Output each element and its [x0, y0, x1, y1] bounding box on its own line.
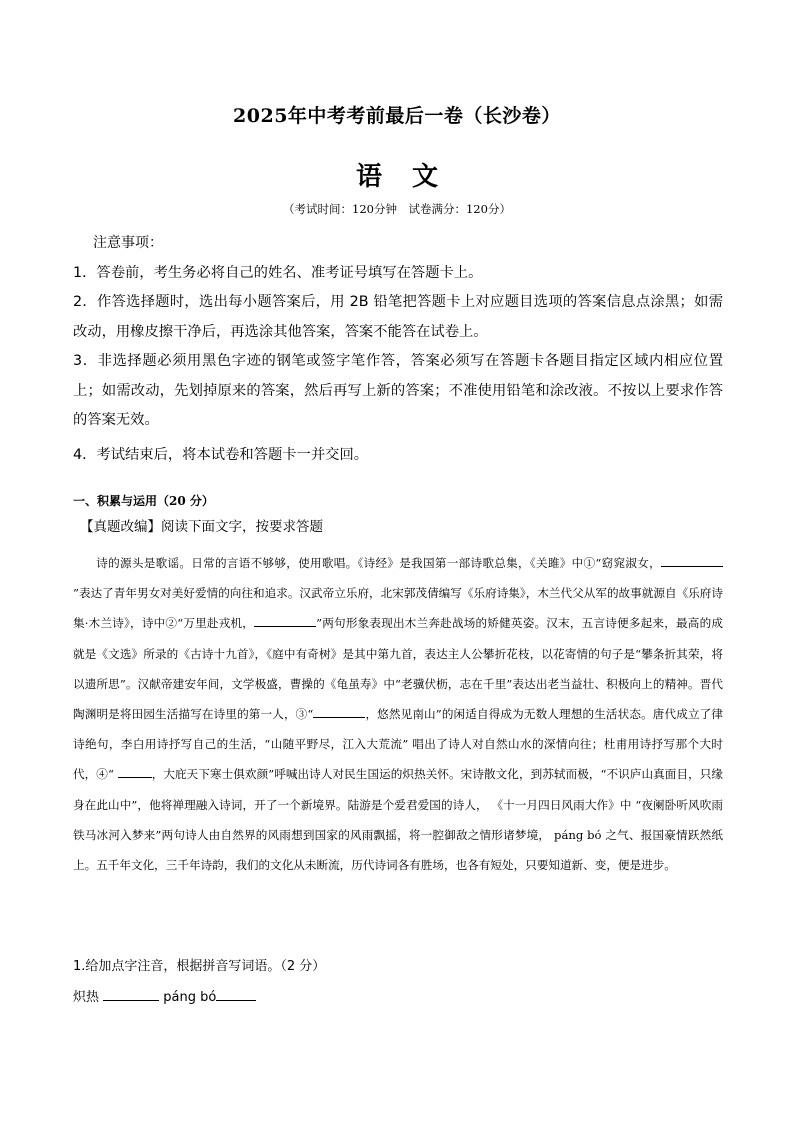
note-item: 3．非选择题必须用黑色字迹的钢笔或签字笔作答，答案必须写在答题卡各题目指定区域内相应位置上；如需改动，先划掉原来的答案，然后再写上新的答案；不准使用铅笔和涂改液。不按以上要求作答的答案无效。 — [73, 353, 723, 429]
passage-text: ”表达了青年男女对美好爱情的向往和追求。汉武帝立乐府，北宋郭茂倩编写《乐府诗集》，木兰代父从军的故事就源自《乐府诗集·木兰诗》，诗中②“万里赴戎机， — [73, 586, 723, 631]
note-item: 2．作答选择题时，选出每小题答案后，用 2B 铅笔把答题卡上对应题目选项的答案信息点涂黑；如需改动，用橡皮擦干净后，再选涂其他答案，答案不能答在试卷上。 — [73, 294, 723, 340]
passage-text: ，悠然见南山”的闲适自得成为无数人理想的生活状态。唐代成立了律诗绝句，李白用诗抒写自己的生活，“山随平野尽，江入大荒流” 唱出了诗人对自然山水的深情向往；杜甫用诗抒写那个大时代，④“ — [73, 707, 723, 782]
pinyin-word: páng bó — [163, 990, 217, 1005]
question-heading: 【真题改编】阅读下面文字，按要求答题 — [80, 519, 323, 535]
word-1: 炽热 — [73, 990, 100, 1005]
answer-blank-pinyin[interactable] — [103, 987, 159, 1001]
answer-blank-4[interactable] — [118, 765, 152, 778]
answer-blank-1[interactable] — [661, 554, 723, 567]
passage-text: ”两句形象表现出木兰奔赴战场的矫健英姿。汉末，五言诗便多起来，最高的成就是《文选》所录的《古诗十九首》，《庭中有奇树》是其中第九首，表达主人公攀折花枝，以花寄情的句子是“攀条折其荣，将以遗所思”。汉献帝建安年间，文学极盛，曹操的《龟虽寿》中“老骥伏枥，志在千里”表达出老当益壮、积极向上的精神。晋代陶渊明是将田园生活描写在诗里的第一人，③“ — [73, 616, 723, 722]
section-title: 一、积累与运用（20 分） — [73, 494, 214, 508]
answer-blank-2[interactable] — [254, 614, 316, 627]
note-item: 4．考试结束后，将本试卷和答题卡一并交回。 — [73, 447, 369, 464]
passage-text: ，大庇天下寒士俱欢颜”呼喊出诗人对民生国运的炽热关怀。宋诗散文化，到苏轼而极，“不识庐山真面目，只缘身在此山中”，他将禅理融入诗词，开了一个新境界。陆游是个爱君爱国的诗人， 《十一月四日风雨大作》中 “夜阑卧听风吹雨 铁马冰河入梦来”两句诗人由自然界的风雨想到国家的风雨飘摇，将一腔御敌之情形诸梦境， páng bó 之气、报国豪情跃然纸上。五千年文化，三千年诗韵，我们的文化从未断流，历代诗词各有胜场，也各有短处，只要知道新、变，便是进步。 — [73, 767, 723, 873]
exam-title: 2025年中考考前最后一卷（长沙卷） — [233, 105, 561, 127]
answer-blank-3[interactable] — [313, 705, 365, 718]
notes-title: 注意事项： — [93, 235, 163, 251]
subject-title: 语文 — [355, 162, 468, 192]
reading-passage — [73, 548, 723, 880]
passage-text: 诗的源头是歌谣。日常的言语不够够，使用歌唱。《诗经》是我国第一部诗歌总集，《关雎》中①“窈窕淑女， — [96, 556, 661, 570]
note-item: 1．答卷前，考生务必将自己的姓名、准考证号填写在答题卡上。 — [73, 265, 483, 281]
question-1-answers — [73, 986, 256, 1005]
notes-list — [73, 259, 723, 471]
question-1-prompt: 1.给加点字注音，根据拼音写词语。（2 分） — [73, 959, 326, 974]
answer-blank-word[interactable] — [216, 987, 256, 1001]
exam-info: （考试时间：120分钟 试卷满分：120分） — [283, 202, 511, 216]
